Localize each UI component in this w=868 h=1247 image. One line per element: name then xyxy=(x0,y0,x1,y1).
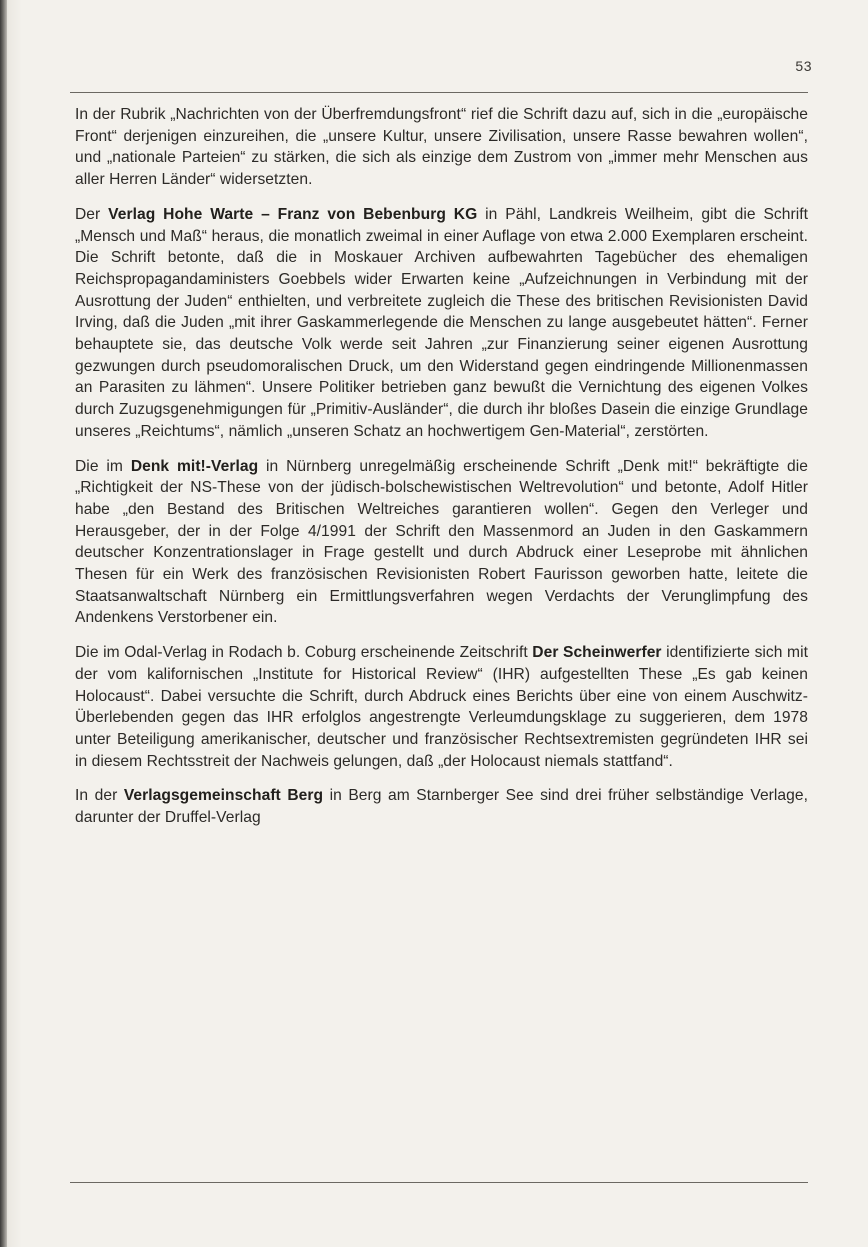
book-spine-shadow xyxy=(0,0,7,1247)
body-text xyxy=(75,104,808,842)
text-run: In der Rubrik „Nachrichten von der Überfremdungsfront“ rief die Schrift dazu auf, sich in die „europäische Front“ derjenigen einzureihen, die „unsere Kultur, unsere Zivilisation, unsere Rasse bewahren wollen“, und „nationale Parteien“ zu stärken, die sich als einzige dem Zustrom von „immer mehr Menschen aus aller Herren Länder“ widersetzten. xyxy=(75,106,808,189)
text-run: identifizierte sich mit der vom kalifornischen „Institute for Historical Review“ (IHR) aufgestellten These „Es gab keinen Holocaust“. Dabei versuchte die Schrift, durch Abdruck eines Berichts über eine von einem Auschwitz-Überlebenden gegen das IHR erfolglos angestrengte Verleumdungsklage zu suggerieren, dem 1978 unter Beteiligung amerikanischer, deutscher und französischer Rechtsextremisten gegründeten IHR sei in diesem Rechtsstreit der Nachweis gelungen, daß „der Holocaust niemals stattfand“. xyxy=(75,644,808,770)
bold-publisher-name: Der Scheinwerfer xyxy=(532,644,662,662)
bold-publisher-name: Verlagsgemeinschaft Berg xyxy=(123,787,324,805)
paragraph-ueberfremdungsfront xyxy=(75,104,808,191)
paragraph-der-scheinwerfer xyxy=(75,642,808,772)
text-run: in Nürnberg unregelmäßig erscheinende Schrift „Denk mit!“ bekräftigte die „Richtigkeit der NS-These von der jüdisch-bolschewistischen Weltrevolution“ und betonte, Adolf Hitler habe „den Bestand des Britischen Weltreiches garantieren wollen“. Gegen den Verleger und Herausgeber, der in der Folge 4/1991 der Schrift den Massenmord an Juden in den Gaskammern deutscher Konzentrationslager in Frage gestellt und durch Abdruck einer Leseprobe mit ähnlichen Thesen für ein Werk des französischen Revisionisten Robert Faurisson geworben hatte, leitete die Staatsanwaltschaft Nürnberg ein Ermittlungsverfahren wegen Verdachts der Verunglimpfung des Andenkens Verstorbener ein. xyxy=(75,457,808,627)
text-run: in Pähl, Landkreis Weilheim, gibt die Schrift „Mensch und Maß“ heraus, die monatlich zweimal in einer Auflage von etwa 2.000 Exemplaren erscheint. Die Schrift betonte, daß die in Moskauer Archiven aufbewahrten Tagebücher des ehemaligen Reichspropagandaministers Goebbels wider Erwarten keine „Aufzeichnungen in Verbindung mit der Ausrottung der Juden“ enthielten, und verbreitete zugleich die These des britischen Revisionisten David Irving, daß die Juden „mit ihrer Gaskammerlegende die Menschen zu lange ausgebeutet hätten“. Ferner behauptete sie, das deutsche Volk werde seit Jahren „zur Finanzierung seiner eigenen Ausrottung gezwungen durch pseudomoralischen Druck, um den Widerstand gegen eindringende Millionenmassen an Parasiten zu lähmen“. Unsere Politiker betrieben ganz bewußt die Vernichtung des eigenen Volkes durch Zuzugsgenehmigungen für „Primitiv-Ausländer“, die durch ihr bloßes Dasein die einzige Grundlage unseres „Reichtums“, nämlich „unseren Schatz an hochwertigem Gen-Material“, zerstörten. xyxy=(75,205,808,440)
page-number: 53 xyxy=(795,58,812,74)
text-run: Die im xyxy=(75,457,131,475)
footer-rule xyxy=(70,1182,808,1183)
text-run: Die im Odal-Verlag in Rodach b. Coburg erscheinende Zeitschrift xyxy=(75,644,533,662)
text-run: In der xyxy=(75,787,124,805)
paragraph-verlag-hohe-warte xyxy=(75,204,808,443)
header-rule xyxy=(70,92,808,93)
text-run: Der xyxy=(75,205,109,223)
bold-publisher-name: Denk mit!-Verlag xyxy=(130,457,259,475)
bold-publisher-name: Verlag Hohe Warte – Franz von Bebenburg KG xyxy=(108,205,478,223)
paragraph-verlagsgemeinschaft-berg xyxy=(75,785,808,828)
text-run: in Berg am Starnberger See sind drei früher selbständige Verlage, darunter der Druffel-Verlag xyxy=(75,787,808,827)
paragraph-denk-mit-verlag xyxy=(75,456,808,630)
